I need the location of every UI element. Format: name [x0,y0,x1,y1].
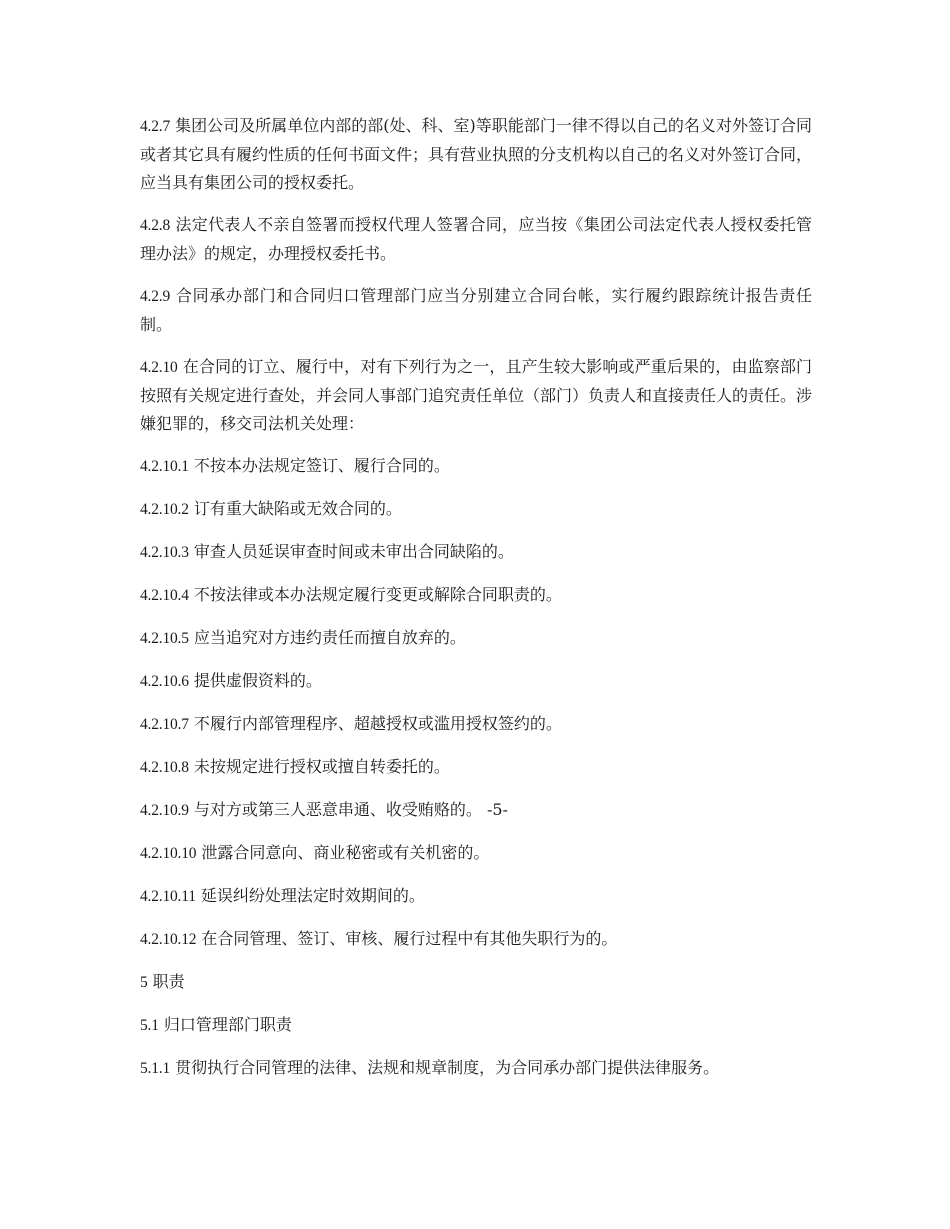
clause-text: 贯彻执行合同管理的法律、法规和规章制度，为合同承办部门提供法律服务。 [175,1058,720,1077]
clause-text: 延误纠纷处理法定时效期间的。 [200,886,425,905]
clause-text: 不履行内部管理程序、超越授权或滥用授权签约的。 [193,714,562,733]
clause-text: 未按规定进行授权或擅自转委托的。 [193,757,450,776]
clause-number: 4.2.10.10 [140,845,197,862]
paragraph-4-2-8 [140,211,812,268]
paragraph-4-2-10-9 [140,796,812,825]
paragraph-4-2-10-7 [140,710,812,739]
paragraph-4-2-7 [140,112,812,197]
clause-number: 4.2.10.11 [140,888,196,905]
paragraph-4-2-10-4 [140,581,812,610]
clause-number: 4.2.10.2 [140,501,189,518]
section-heading-5 [140,968,812,997]
clause-number: 4.2.8 [140,217,171,234]
clause-text: 与对方或第三人恶意串通、收受贿赂的。 -5- [193,800,508,819]
section-number: 5 [140,974,148,991]
clause-text: 提供虚假资料的。 [193,671,322,690]
clause-text: 审查人员延误审查时间或未审出合同缺陷的。 [193,542,514,561]
clause-number: 4.2.10.12 [140,931,197,948]
clause-number: 5.1.1 [140,1060,171,1077]
clause-text: 集团公司及所属单位内部的部(处、科、室)等职能部门一律不得以自己的名义对外签订合同或者其它具有履约性质的任何书面文件；具有营业执照的分支机构以自己的名义对外签订合同，应当具有集团公司的授权委托。 [140,116,813,192]
clause-text: 合同承办部门和合同归口管理部门应当分别建立合同台帐，实行履约跟踪统计报告责任制。 [140,286,812,334]
paragraph-5-1-1 [140,1054,812,1083]
clause-text: 不按本办法规定签订、履行合同的。 [193,456,450,475]
clause-number: 4.2.10.5 [140,630,189,647]
section-title: 归口管理部门职责 [163,1015,292,1034]
paragraph-4-2-10-12 [140,925,812,954]
paragraph-4-2-10 [140,353,812,438]
clause-number: 4.2.10.7 [140,716,189,733]
paragraph-4-2-10-5 [140,624,812,653]
clause-number: 4.2.10.9 [140,802,189,819]
clause-text: 应当追究对方违约责任而擅自放弃的。 [193,628,466,647]
clause-number: 4.2.9 [140,288,171,305]
clause-text: 泄露合同意向、商业秘密或有关机密的。 [201,843,490,862]
clause-number: 4.2.10.4 [140,587,189,604]
clause-text: 在合同的订立、履行中，对有下列行为之一，且产生较大影响或严重后果的，由监察部门按照有关规定进行查处，并会同人事部门追究责任单位（部门）负责人和直接责任人的责任。涉嫌犯罪的，移交司法机关处理： [140,357,813,433]
section-heading-5-1 [140,1011,812,1040]
clause-number: 4.2.10.6 [140,673,189,690]
paragraph-4-2-10-2 [140,495,812,524]
clause-text: 法定代表人不亲自签署而授权代理人签署合同，应当按《集团公司法定代表人授权委托管理办法》的规定，办理授权委托书。 [140,215,812,263]
section-title: 职责 [152,972,185,991]
paragraph-4-2-10-6 [140,667,812,696]
paragraph-4-2-10-8 [140,753,812,782]
clause-text: 在合同管理、签订、审核、履行过程中有其他失职行为的。 [201,929,618,948]
clause-number: 4.2.10 [140,359,178,376]
clause-text: 不按法律或本办法规定履行变更或解除合同职责的。 [193,585,562,604]
clause-number: 4.2.10.1 [140,458,189,475]
clause-number: 4.2.10.3 [140,544,189,561]
clause-number: 4.2.7 [140,118,171,135]
paragraph-4-2-10-1 [140,452,812,481]
clause-text: 订有重大缺陷或无效合同的。 [193,499,402,518]
paragraph-4-2-9 [140,282,812,339]
paragraph-4-2-10-11 [140,882,812,911]
clause-number: 4.2.10.8 [140,759,189,776]
paragraph-4-2-10-10 [140,839,812,868]
paragraph-4-2-10-3 [140,538,812,567]
document-body [140,112,812,1097]
section-number: 5.1 [140,1017,159,1034]
